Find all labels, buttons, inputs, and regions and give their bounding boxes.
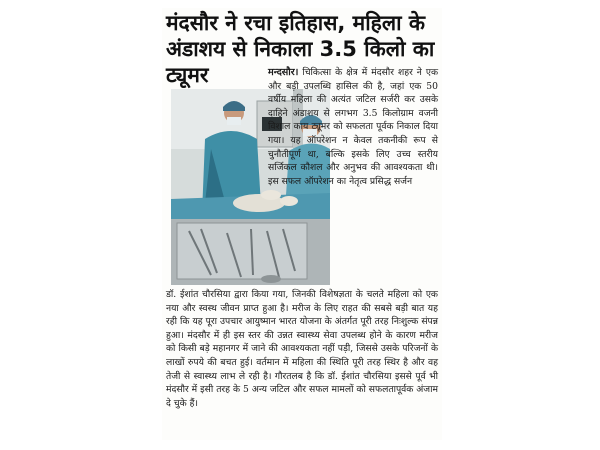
article-body-column <box>268 66 438 188</box>
article-text-top: चिकित्सा के क्षेत्र में मंदसौर शहर ने एक और बड़ी उपलब्धि हासिल की है, जहां एक 50 वर्षीय महिला की अत्यंत जटिल सर्जरी कर उसके दाहिने अंडाशय से लगभग 3.5 किलोग्राम वजनी विशाल काय ट्यूमर को सफलता पूर्वक निकाल दिया गया। यह ऑपरेशन न केवल तकनीकी रूप से चुनौतीपूर्ण था, बल्कि इसके लिए उच्च स्तरीय सर्जिकल कौशल और अनुभव की आवश्यकता थी। इस सफल ऑपरेशन का नेतृत्व प्रसिद्ध सर्जन <box>268 67 439 187</box>
headline: मंदसौर ने रचा इतिहास, महिला के अंडाशय से निकाला 3.5 किलो का ट्यूमर <box>166 11 435 87</box>
dateline: मन्दसौर। <box>268 67 299 78</box>
article-text-bottom: डॉ. ईशांत चौरसिया द्वारा किया गया, जिनकी विशेषज्ञता के चलते महिला को एक नया और स्वस्थ जीवन प्राप्त हुआ है। मरीज के लिए राहत की सबसे बड़ी बात यह रही कि यह पूरा उपचार आयुष्मान भारत योजना के अंतर्गत पूरी तरह निःशुल्क संपन्न हुआ। मंदसौर में ही इस स्तर की उन्नत स्वास्थ्य सेवा उपलब्ध होने के कारण मरीज को किसी बड़े महानगर में जाने की आवश्यकता नहीं पड़ी, जिससे उसके परिजनों के लाखों रुपये की बचत हुई। वर्तमान में महिला की स्थिति पूरी तरह स्थिर है और वह तेजी से स्वास्थ्य लाभ ले रही है। गौरतलब है कि डॉ. ईशांत चौरसिया इससे पूर्व भी मंदसौर में इसी तरह के 5 अन्य जटिल और सफल मामलों को सफलतापूर्वक अंजाम दे चुके हैं। <box>166 289 438 409</box>
